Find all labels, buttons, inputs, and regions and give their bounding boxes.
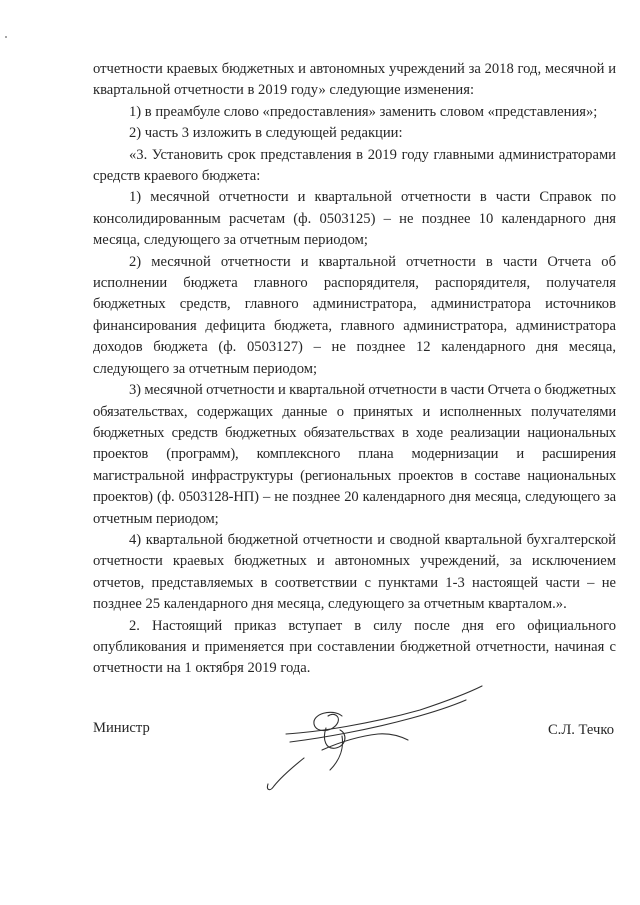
signatory-name: С.Л. Течко xyxy=(547,722,614,738)
paragraph-change-1: 1) в преамбуле слово «предоставления» заменить словом «представления»; xyxy=(129,103,598,120)
paragraph-part-3: «3. Установить срок представления в 2019 году главными администраторами средств краевого бюджета: xyxy=(93,146,616,185)
paragraph-item-2: 2) месячной отчетности и квартальной отчетности в части Отчета об исполнении бюджета главного распорядителя, распорядителя, получателя бюджетных средств, главного администратора, администратора источников финансирования дефицита бюджета, главного администратора, администратора доходов бюджета (ф. 0503127) – не позднее 12 календарного дня месяца, следующего за отчетным периодом; xyxy=(93,253,616,377)
paragraph-effective-date: 2. Настоящий приказ вступает в силу после дня его официального опубликования и применяется при составлении бюджетной отчетности, начиная с отчетности на 1 октября 2019 года. xyxy=(93,617,616,677)
paragraph-change-2: 2) часть 3 изложить в следующей редакции: xyxy=(129,125,403,142)
paragraph-item-1: 1) месячной отчетности и квартальной отчетности в части Справок по консолидированным расчетам (ф. 0503125) – не позднее 10 календарного дня месяца, следующего за отчетным периодом; xyxy=(93,189,616,249)
document-body xyxy=(93,59,616,680)
paragraph-item-4: 4) квартальной бюджетной отчетности и сводной квартальной бухгалтерской отчетности краевых бюджетных и автономных учреждений, за исключением отчетов, представляемых в соответствии с пунктами 1-3 настоящей части – не позднее 25 календарного дня месяца, следующего за отчетным кварталом.». xyxy=(93,531,616,613)
paragraph-item-3: 3) месячной отчетности и квартальной отчетности в части Отчета о бюджетных обязательствах, содержащих данные о принятых и исполненных получателями бюджетных средств бюджетных обязательствах в ходе реализации национальных проектов (программ), комплексного плана модернизации и расширения магистральной инфраструктуры (региональных проектов в составе национальных проектов) (ф. 0503128-НП) – не позднее 20 календарного дня месяца, следующего за отчетным периодом; xyxy=(93,382,616,527)
paragraph-intro-continuation: отчетности краевых бюджетных и автономных учреждений за 2018 год, месячной и квартальной отчетности в 2019 году» следующие изменения: xyxy=(93,61,616,99)
handwritten-signature xyxy=(230,676,500,796)
signatory-title: Министр xyxy=(93,720,150,736)
scan-speck xyxy=(5,36,7,38)
